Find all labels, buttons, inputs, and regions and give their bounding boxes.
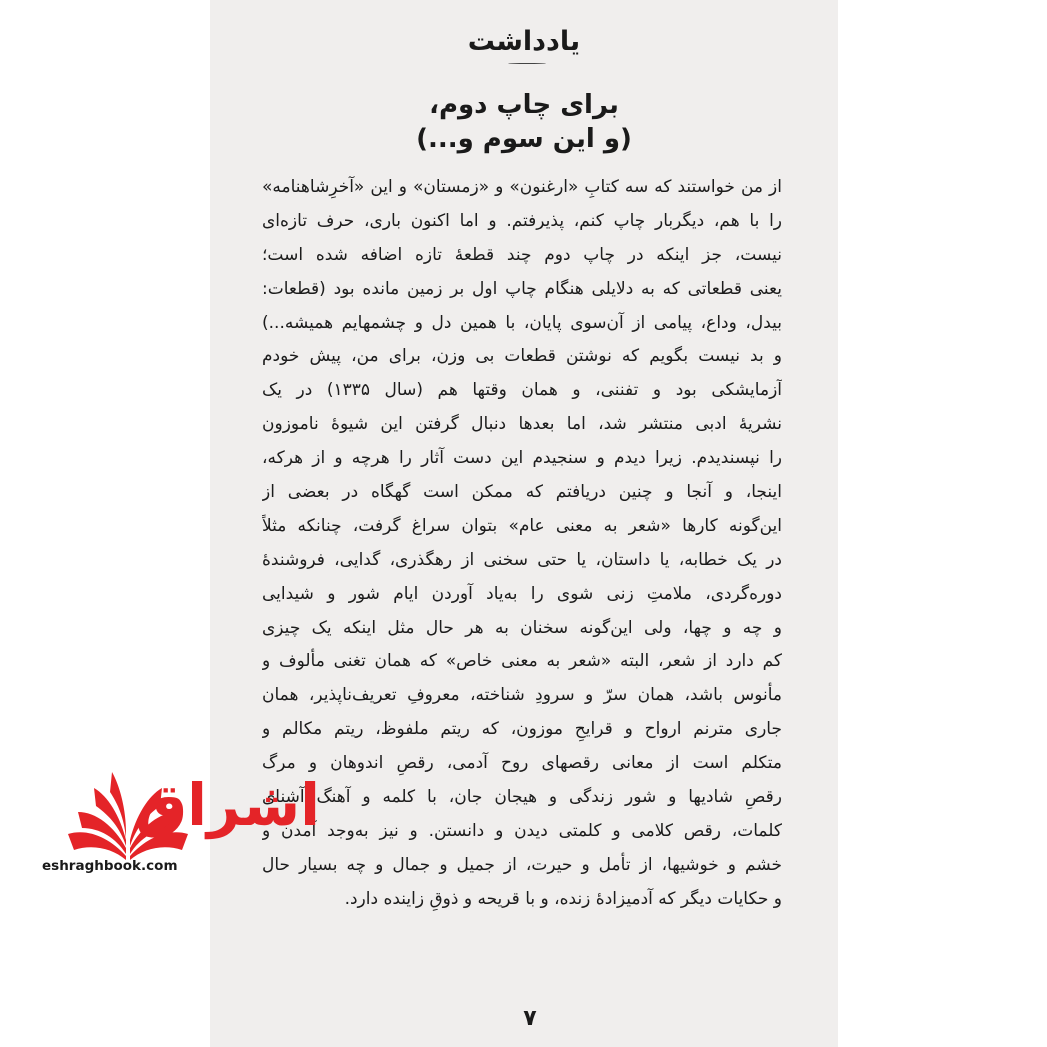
text-line: و بد نیست بگویم که نوشتن قطعات بی وزن، برای من، پیش خودم bbox=[262, 346, 782, 367]
page-title: یادداشت bbox=[467, 26, 581, 57]
page-number: ۷ bbox=[523, 1006, 537, 1031]
text-line: یعنی قطعاتی که به دلایلی هنگام چاپ اول بر زمین مانده بود (قطعات: bbox=[262, 278, 782, 299]
text-line: بیدل، وداع، پیامی از آن‌سوی پایان، با همین دل و چشمهایم همیشه...) bbox=[262, 312, 782, 333]
text-line: جاری مترنم ارواح و قرایحِ موزون، که ریتم ملفوظ، ریتم مکالم و bbox=[262, 719, 782, 740]
body-text bbox=[262, 171, 782, 917]
text-line: رقصِ شادیها و شور زندگی و هیجان جان، با کلمه و آهنگ آشنای bbox=[262, 787, 782, 808]
subtitle-line-1: برای چاپ دوم، bbox=[429, 90, 619, 120]
logo-url: eshraghbook.com bbox=[42, 858, 178, 874]
text-line: متکلم است از معانی رقصهای روح آدمی، رقصِ اندوهان و مرگ bbox=[262, 753, 782, 774]
text-line: اینجا، و آنجا و چنین دریافتم که ممکن است گهگاه در بعضی از bbox=[262, 482, 782, 503]
text-line: مأنوس باشد، همان سرّ و سرودِ شناخته، معروفِ تعریف‌ناپذیر، همان bbox=[262, 685, 782, 706]
logo-wordmark: اشراق bbox=[135, 771, 320, 839]
text-line: کم دارد از شعر، البته «شعر به معنی خاص» که همان تغنی مألوف و bbox=[262, 651, 782, 672]
text-line: نیست، جز اینکه در چاپ دوم چند قطعهٔ تازه اضافه شده است؛ bbox=[262, 244, 782, 265]
text-line: کلمات، رقص کلامی و کلمتی دیدن و دانستن. و نیز به‌وجد آمدن و bbox=[262, 820, 782, 841]
text-line: و چه و چها، ولی این‌گونه سخنان به هر حال مثل اینکه یک چیزی bbox=[262, 617, 782, 638]
eshragh-watermark bbox=[40, 760, 320, 880]
text-line: نشریهٔ ادبی منتشر شد، اما بعدها دنبال گرفتن این شیوهٔ ناموزون bbox=[262, 414, 782, 435]
title-underline bbox=[508, 63, 546, 64]
text-line: این‌گونه کارها «شعر به معنی عام» بتوان سراغ گرفت، چنانکه مثلاً bbox=[262, 515, 782, 536]
text-line: خشم و خوشیها، از تأمل و حیرت، از جمیل و جمال و چه بسیار حال bbox=[262, 854, 782, 875]
text-line: در یک خطابه، یا داستان، یا حتی سخنی از رهگذری، گدایی، فروشندهٔ bbox=[262, 549, 782, 570]
text-line: و حکایات دیگر که آدمیزادهٔ زنده، و با قریحه و ذوقِ زاینده دارد. bbox=[344, 888, 782, 909]
text-line: را با هم، دیگربار چاپ کنم، پذیرفتم. و اما اکنون باری، حرف تازه‌ای bbox=[262, 210, 782, 231]
text-line: از من خواستند که سه کتابِ «ارغنون» و «زمستان» و این «آخرِشاهنامه» bbox=[262, 177, 782, 197]
subtitle-line-2: (و این سوم و...) bbox=[416, 124, 632, 154]
text-line: دوره‌گردی، ملامتِ زنی شوی را به‌یاد آوردن ایام شور و شیدایی bbox=[262, 583, 782, 604]
text-line: آزمایشکی بود و تفننی، و همان وقتها هم (سال ۱۳۳۵) در یک bbox=[262, 380, 782, 401]
text-line: را نپسندیدم. زیرا دیدم و سنجیدم این دست آثار را هرچه و از هرکه، bbox=[262, 448, 782, 469]
